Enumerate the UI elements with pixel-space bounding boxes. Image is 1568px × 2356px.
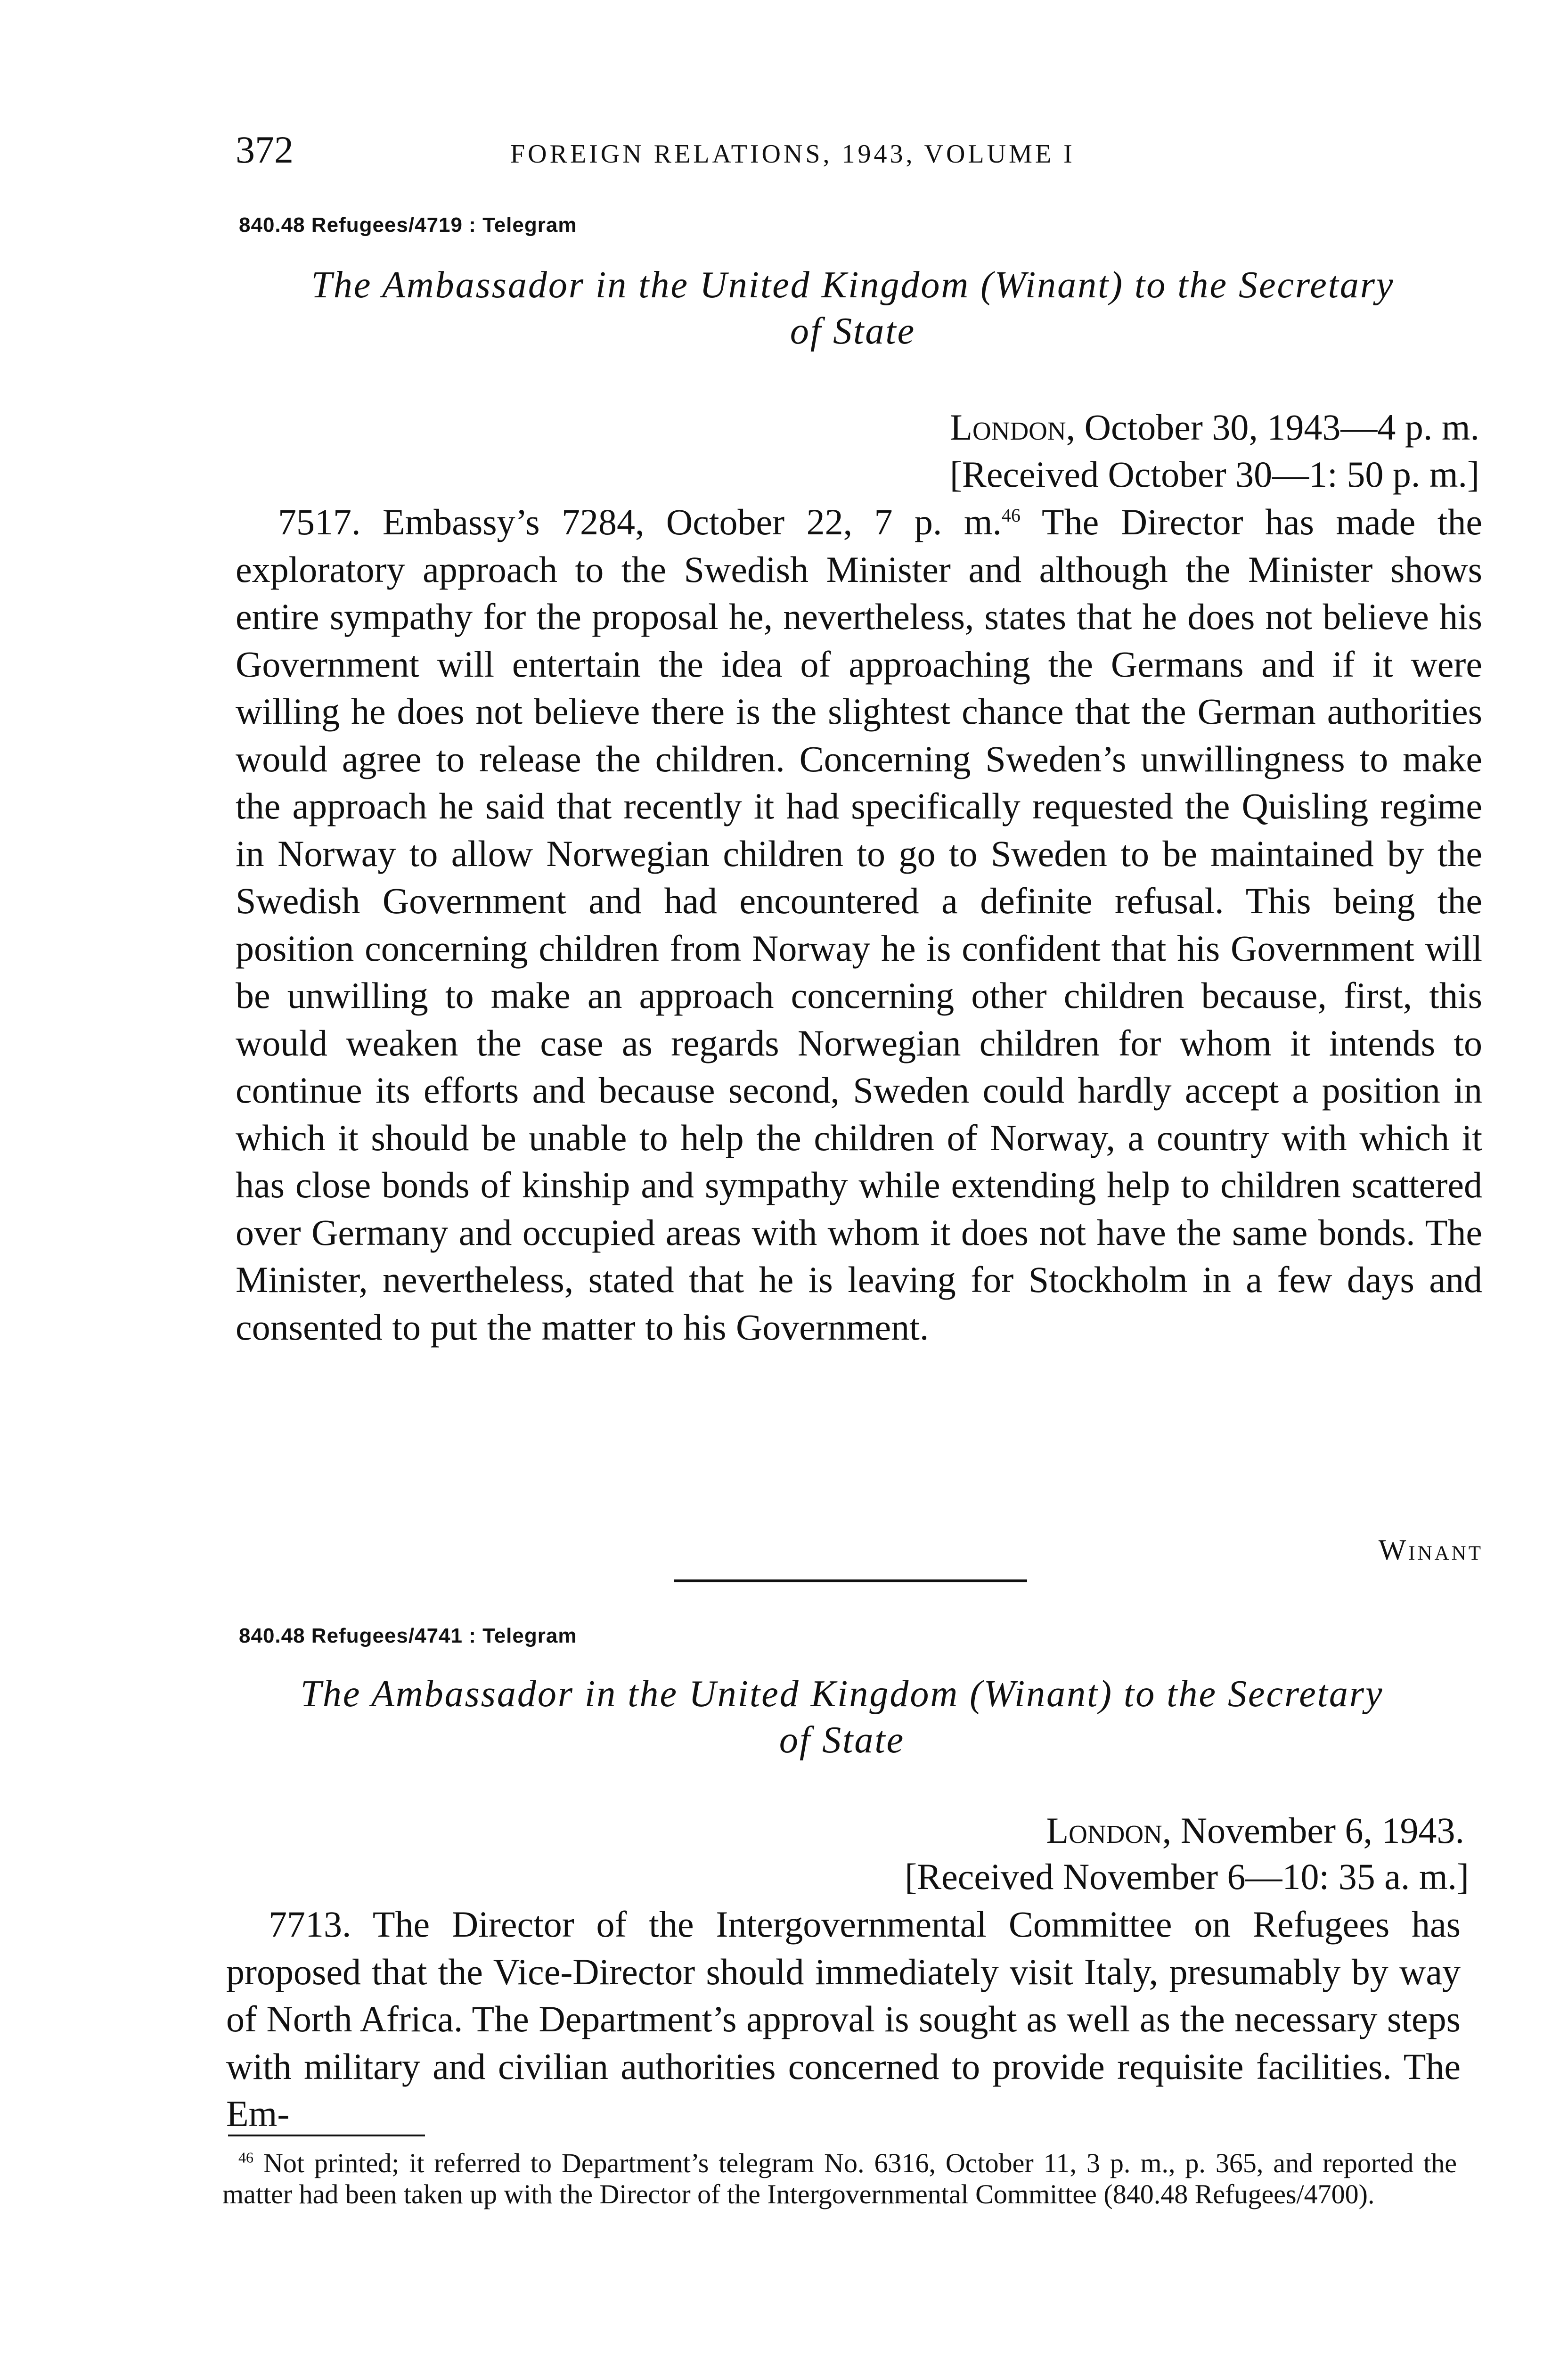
dateline-place: London, bbox=[950, 407, 1076, 448]
page-header bbox=[236, 126, 1461, 173]
received-line: [Received November 6—10: 35 a. m.] bbox=[905, 1856, 1469, 1897]
footnote-marker: 46 bbox=[1002, 505, 1021, 526]
document-title bbox=[225, 1671, 1459, 1763]
file-reference: 840.48 Refugees/4741 : Telegram bbox=[239, 1624, 577, 1647]
file-reference: 840.48 Refugees/4719 : Telegram bbox=[239, 213, 577, 237]
document-title-line: of State bbox=[779, 1719, 905, 1761]
section-divider bbox=[674, 1579, 1027, 1582]
document-title-line: The Ambassador in the United Kingdom (Winant) to the Secretary bbox=[311, 264, 1395, 306]
page-number: 372 bbox=[236, 128, 294, 171]
telegram-body: 7713. The Director of the Intergovernmental Committee on Refugees has proposed that the Vice-Director should immediately visit Italy, presumably by way of North Africa. The Department’s approval is sought as well as the necessary steps with military and civilian authorities concerned to provide requisite facilities. The Em- bbox=[226, 1904, 1461, 2134]
footnote-text: Not printed; it referred to Department’s telegram No. 6316, October 11, 3 p. m., p. 365, and reported the matter had been taken up with the Director of the Intergovernmental Committee (840.48 Refugees/4700). bbox=[222, 2148, 1457, 2209]
document-title-line: of State bbox=[790, 311, 916, 352]
telegram-intro: 7517. Embassy’s 7284, October 22, 7 p. m. bbox=[278, 501, 1002, 542]
document-title-line: The Ambassador in the United Kingdom (Winant) to the Secretary bbox=[300, 1673, 1384, 1715]
document-page bbox=[218, 0, 1483, 2356]
dateline-date: October 30, 1943—4 p. m. bbox=[1084, 407, 1479, 448]
running-head: FOREIGN RELATIONS, 1943, VOLUME I bbox=[510, 139, 1075, 169]
document-title bbox=[236, 262, 1470, 354]
dateline-place: London, bbox=[1046, 1810, 1172, 1851]
dateline-date: November 6, 1943. bbox=[1180, 1810, 1464, 1851]
signature: Winant bbox=[1378, 1534, 1483, 1566]
telegram-text: The Director has made the exploratory approach to the Swedish Minister and although the Minister shows entire sympathy for the proposal he, nevertheless, states that he does not believe his Government will entertain the idea of approaching the Germans and if it were willing he does not believe there is the slightest chance that the German authorities would agree to release the children. Concerning Sweden’s unwillingness to make the approach he said that recently it had specifically requested the Quisling regime in Norway to allow Norwegian children to go to Sweden to be maintained by the Swedish Government and had encountered a definite refusal. This being the position concerning children from Norway he is confident that his Government will be unwilling to make an approach concerning other children because, first, this would weaken the case as regards Norwegian children for whom it intends to continue its efforts and because second, Sweden could hardly accept a position in which it should be unable to help the children of Norway, a country with which it has close bonds of kinship and sympathy while extending help to children scattered over Germany and occupied areas with whom it does not have the same bonds. The Minister, nevertheless, stated that he is leaving for Stockholm in a few days and consented to put the matter to his Government. bbox=[236, 501, 1482, 1348]
footnote-number: 46 bbox=[238, 2149, 253, 2166]
dateline bbox=[950, 404, 1479, 450]
footnote-rule bbox=[228, 2135, 425, 2136]
dateline bbox=[1046, 1808, 1464, 1854]
received-line: [Received October 30—1: 50 p. m.] bbox=[949, 454, 1479, 495]
footnote bbox=[222, 2148, 1457, 2210]
telegram-body bbox=[236, 499, 1482, 1351]
